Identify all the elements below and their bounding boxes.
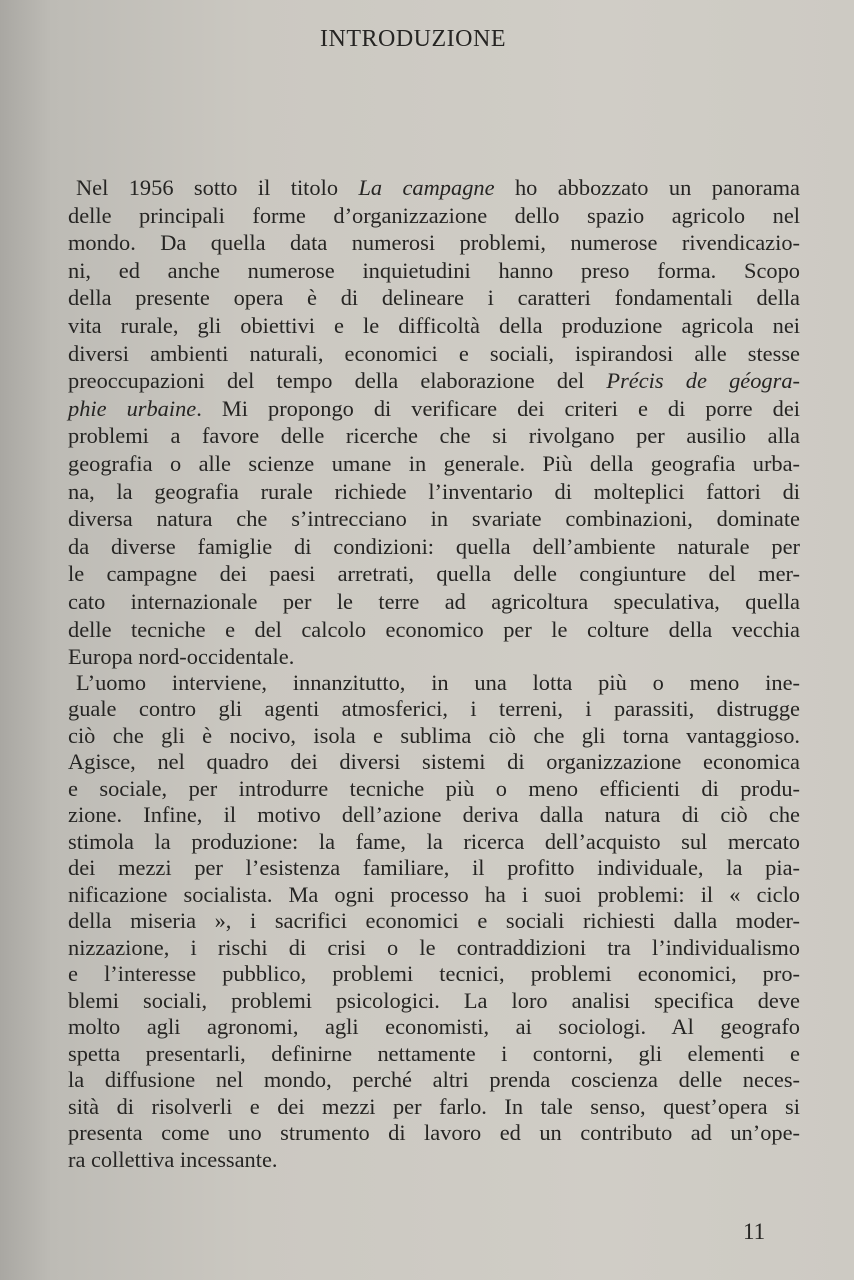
text-line <box>68 422 800 450</box>
text-line <box>68 284 800 312</box>
text-segment: sità di risolverli e dei mezzi per farlo. In tale senso, quest’opera si <box>68 1093 800 1119</box>
text-segment: Europa nord-occidentale. <box>68 644 295 670</box>
chapter-title-text: INTRODUZIONE <box>320 26 506 52</box>
text-segment: spetta presentarli, definirne nettamente i contorni, gli elementi e <box>68 1040 800 1066</box>
chapter-title <box>0 26 854 53</box>
text-line <box>68 174 800 202</box>
text-segment: dei mezzi per l’esistenza familiare, il profitto individuale, la pia- <box>68 855 800 881</box>
text-segment: blemi sociali, problemi psicologici. La loro analisi specifica deve <box>68 987 800 1013</box>
text-segment: presenta come uno strumento di lavoro ed un contributo ad un’ope- <box>68 1120 800 1146</box>
text-line <box>68 749 800 776</box>
text-segment: geografia o alle scienze umane in generale. Più della geografia urba- <box>68 450 800 476</box>
text-segment: L’uomo interviene, innanzitutto, in una lotta più o meno ine- <box>76 669 800 695</box>
text-line <box>68 723 800 750</box>
text-segment: diversa natura che s’intrecciano in svariate combinazioni, dominate <box>68 506 800 532</box>
text-segment: Agisce, nel quadro dei diversi sistemi di organizzazione economica <box>68 749 800 775</box>
text-line <box>68 1041 800 1068</box>
text-segment: nificazione socialista. Ma ogni processo ha i suoi problemi: il « ciclo <box>68 881 800 907</box>
text-line <box>68 478 800 506</box>
text-segment: na, la geografia rurale richiede l’inventario di molteplici fattori di <box>68 478 800 504</box>
text-line <box>68 505 800 533</box>
text-line <box>68 202 800 230</box>
text-segment: vita rurale, gli obiettivi e le difficoltà della produzione agricola nei <box>68 312 800 338</box>
text-line <box>68 1014 800 1041</box>
text-line <box>68 533 800 561</box>
text-segment: preoccupazioni del tempo della elaborazione del <box>68 368 607 394</box>
paragraph <box>68 174 800 671</box>
italic-title-text: La campagne <box>358 175 495 200</box>
text-segment: mondo. Da quella data numerosi problemi, numerose rivendicazio- <box>68 230 800 256</box>
text-segment: e l’interesse pubblico, problemi tecnici, problemi economici, pro- <box>68 961 800 987</box>
text-segment: della presente opera è di delineare i caratteri fondamentali della <box>68 285 800 311</box>
text-segment: cato internazionale per le terre ad agricoltura speculativa, quella <box>68 588 800 614</box>
text-segment: zione. Infine, il motivo dell’azione deriva dalla natura di ciò che <box>68 802 800 828</box>
text-line <box>68 670 800 697</box>
text-line <box>68 988 800 1015</box>
text-line <box>68 829 800 856</box>
text-line <box>68 855 800 882</box>
text-line <box>68 257 800 285</box>
text-line <box>68 696 800 723</box>
text-segment: da diverse famiglie di condizioni: quella dell’ambiente naturale per <box>68 533 800 559</box>
italic-title-text: phie urbaine <box>68 395 197 421</box>
text-line <box>68 312 800 340</box>
text-line <box>68 961 800 988</box>
text-segment: problemi a favore delle ricerche che si rivolgano per ausilio alla <box>68 423 800 449</box>
text-segment: la diffusione nel mondo, perché altri prenda coscienza delle neces- <box>68 1067 800 1093</box>
text-segment: Nel 1956 sotto il titolo <box>76 175 359 200</box>
paragraph <box>68 670 800 1174</box>
text-line <box>68 643 800 671</box>
page-number: 11 <box>743 1219 766 1244</box>
text-line <box>68 776 800 803</box>
text-line <box>68 1094 800 1121</box>
text-line <box>68 450 800 478</box>
body-text <box>68 174 800 1173</box>
text-segment: ciò che gli è nocivo, isola e sublima ciò che gli torna vantaggioso. <box>68 722 800 748</box>
text-segment: diversi ambienti naturali, economici e sociali, ispirandosi alle stesse <box>68 340 800 366</box>
text-segment: delle principali forme d’organizzazione dello spazio agricolo nel <box>68 202 800 228</box>
text-line <box>68 367 800 395</box>
text-segment: nizzazione, i rischi di crisi o le contraddizioni tra l’individualismo <box>68 934 800 960</box>
text-line <box>68 908 800 935</box>
text-line <box>68 882 800 909</box>
text-segment: molto agli agronomi, agli economisti, ai sociologi. Al geografo <box>68 1014 800 1040</box>
text-line <box>68 935 800 962</box>
text-line <box>68 560 800 588</box>
text-line <box>68 802 800 829</box>
text-line <box>68 616 800 644</box>
text-line <box>68 1147 800 1174</box>
text-segment: ni, ed anche numerose inquietudini hanno preso forma. Scopo <box>68 257 800 283</box>
text-line <box>68 229 800 257</box>
text-line <box>68 395 800 423</box>
text-line <box>68 1120 800 1147</box>
text-line <box>68 588 800 616</box>
text-line <box>68 1067 800 1094</box>
text-segment: guale contro gli agenti atmosferici, i terreni, i parassiti, distrugge <box>68 696 800 722</box>
text-line <box>68 340 800 368</box>
text-segment: le campagne dei paesi arretrati, quella delle congiunture del mer- <box>68 561 800 587</box>
text-segment: ra collettiva incessante. <box>68 1146 278 1172</box>
text-segment: e sociale, per introdurre tecniche più o meno efficienti di produ- <box>68 775 800 801</box>
text-segment: della miseria », i sacrifici economici e sociali richiesti dalla moder- <box>68 908 800 934</box>
text-segment: . Mi propongo di verificare dei criteri e di porre dei <box>196 395 800 421</box>
text-segment: ho abbozzato un panorama <box>494 175 800 200</box>
text-segment: stimola la produzione: la fame, la ricerca dell’acquisto sul mercato <box>68 828 800 854</box>
italic-title-text: Précis de géogra- <box>606 368 800 394</box>
text-segment: delle tecniche e del calcolo economico per le colture della vecchia <box>68 616 800 642</box>
